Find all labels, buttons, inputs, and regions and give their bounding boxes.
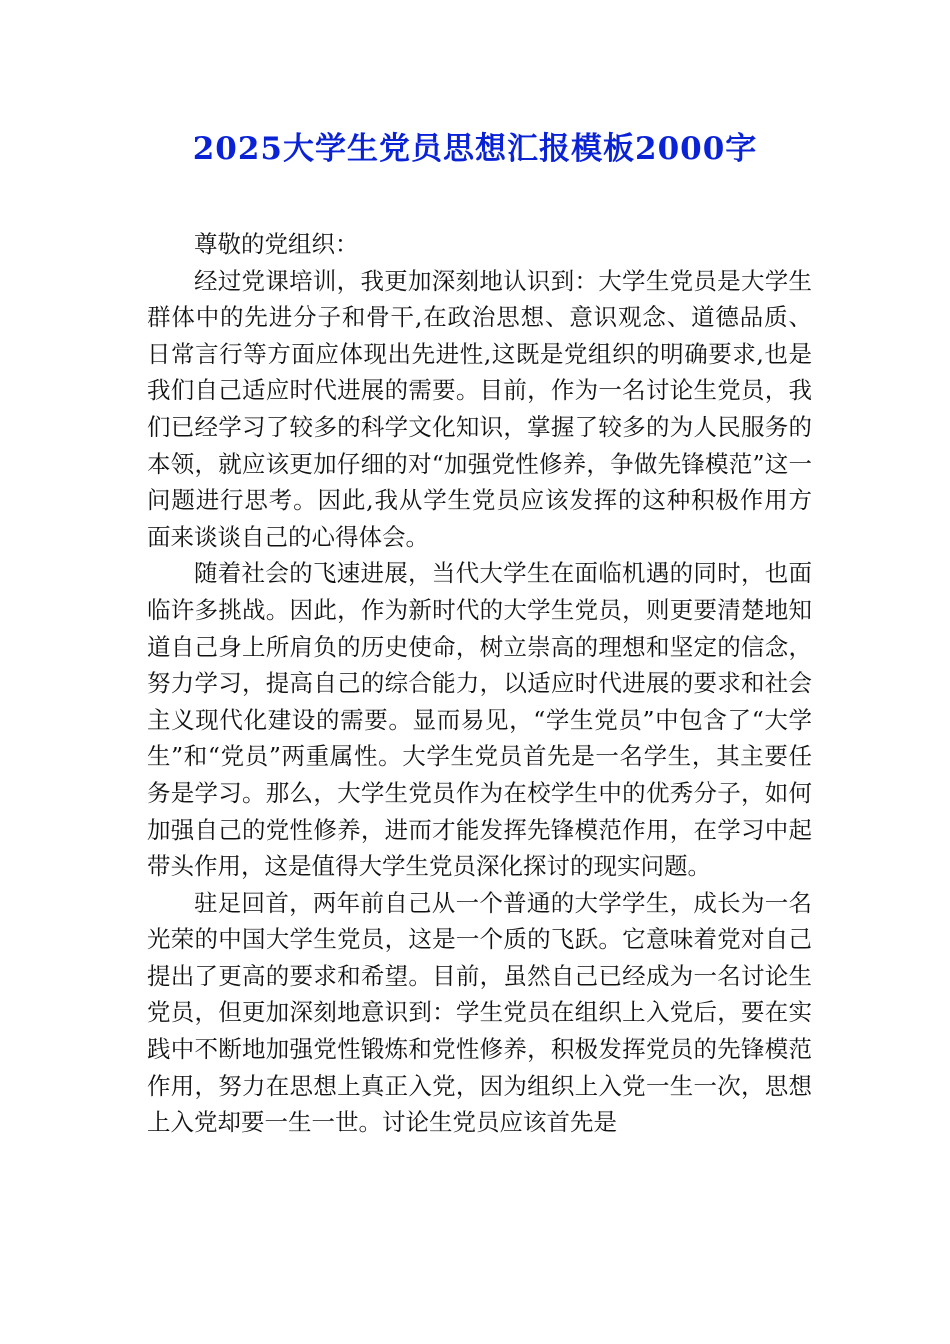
paragraph-1: 经过党课培训，我更加深刻地认识到：大学生党员是大学生群体中的先进分子和骨干,在政治思想、意识观念、道德品质、日常言行等方面应体现出先进性,这既是党组织的明确要求,也是我们自己适应时代进展的需要。目前，作为一名讨论生党员，我们已经学习了较多的科学文化知识，掌握了较多的为人民服务的本领，就应该更加仔细的对“加强党性修养，争做先锋模范”这一问题进行思考。因此,我从学生党员应该发挥的这种积极作用方面来谈谈自己的心得体会。: [147, 266, 812, 551]
document-title: 2025大学生党员思想汇报模板2000字: [192, 131, 758, 167]
salutation: 尊敬的党组织：: [194, 230, 359, 258]
paragraph-2: 随着社会的飞速进展，当代大学生在面临机遇的同时，也面临许多挑战。因此，作为新时代的大学生党员，则更要清楚地知道自己身上所肩负的历史使命，树立崇高的理想和坚定的信念，努力学习，提高自己的综合能力，以适应时代进展的要求和社会主义现代化建设的需要。显而易见，“学生党员”中包含了“大学生”和“党员”两重属性。大学生党员首先是一名学生，其主要任务是学习。那么，大学生党员作为在校学生中的优秀分子，如何加强自己的党性修养，进而才能发挥先锋模范作用，在学习中起带头作用，这是值得大学生党员深化探讨的现实问题。: [147, 559, 812, 881]
document-body: [147, 226, 812, 1141]
paragraph-3: 驻足回首，两年前自己从一个普通的大学学生，成长为一名光荣的中国大学生党员，这是一个质的飞跃。它意味着党对自己提出了更高的要求和希望。目前，虽然自己已经成为一名讨论生党员，但更加深刻地意识到：学生党员在组织上入党后，要在实践中不断地加强党性锻炼和党性修养，积极发挥党员的先锋模范作用，努力在思想上真正入党，因为组织上入党一生一次，思想上入党却要一生一世。讨论生党员应该首先是: [147, 888, 812, 1137]
